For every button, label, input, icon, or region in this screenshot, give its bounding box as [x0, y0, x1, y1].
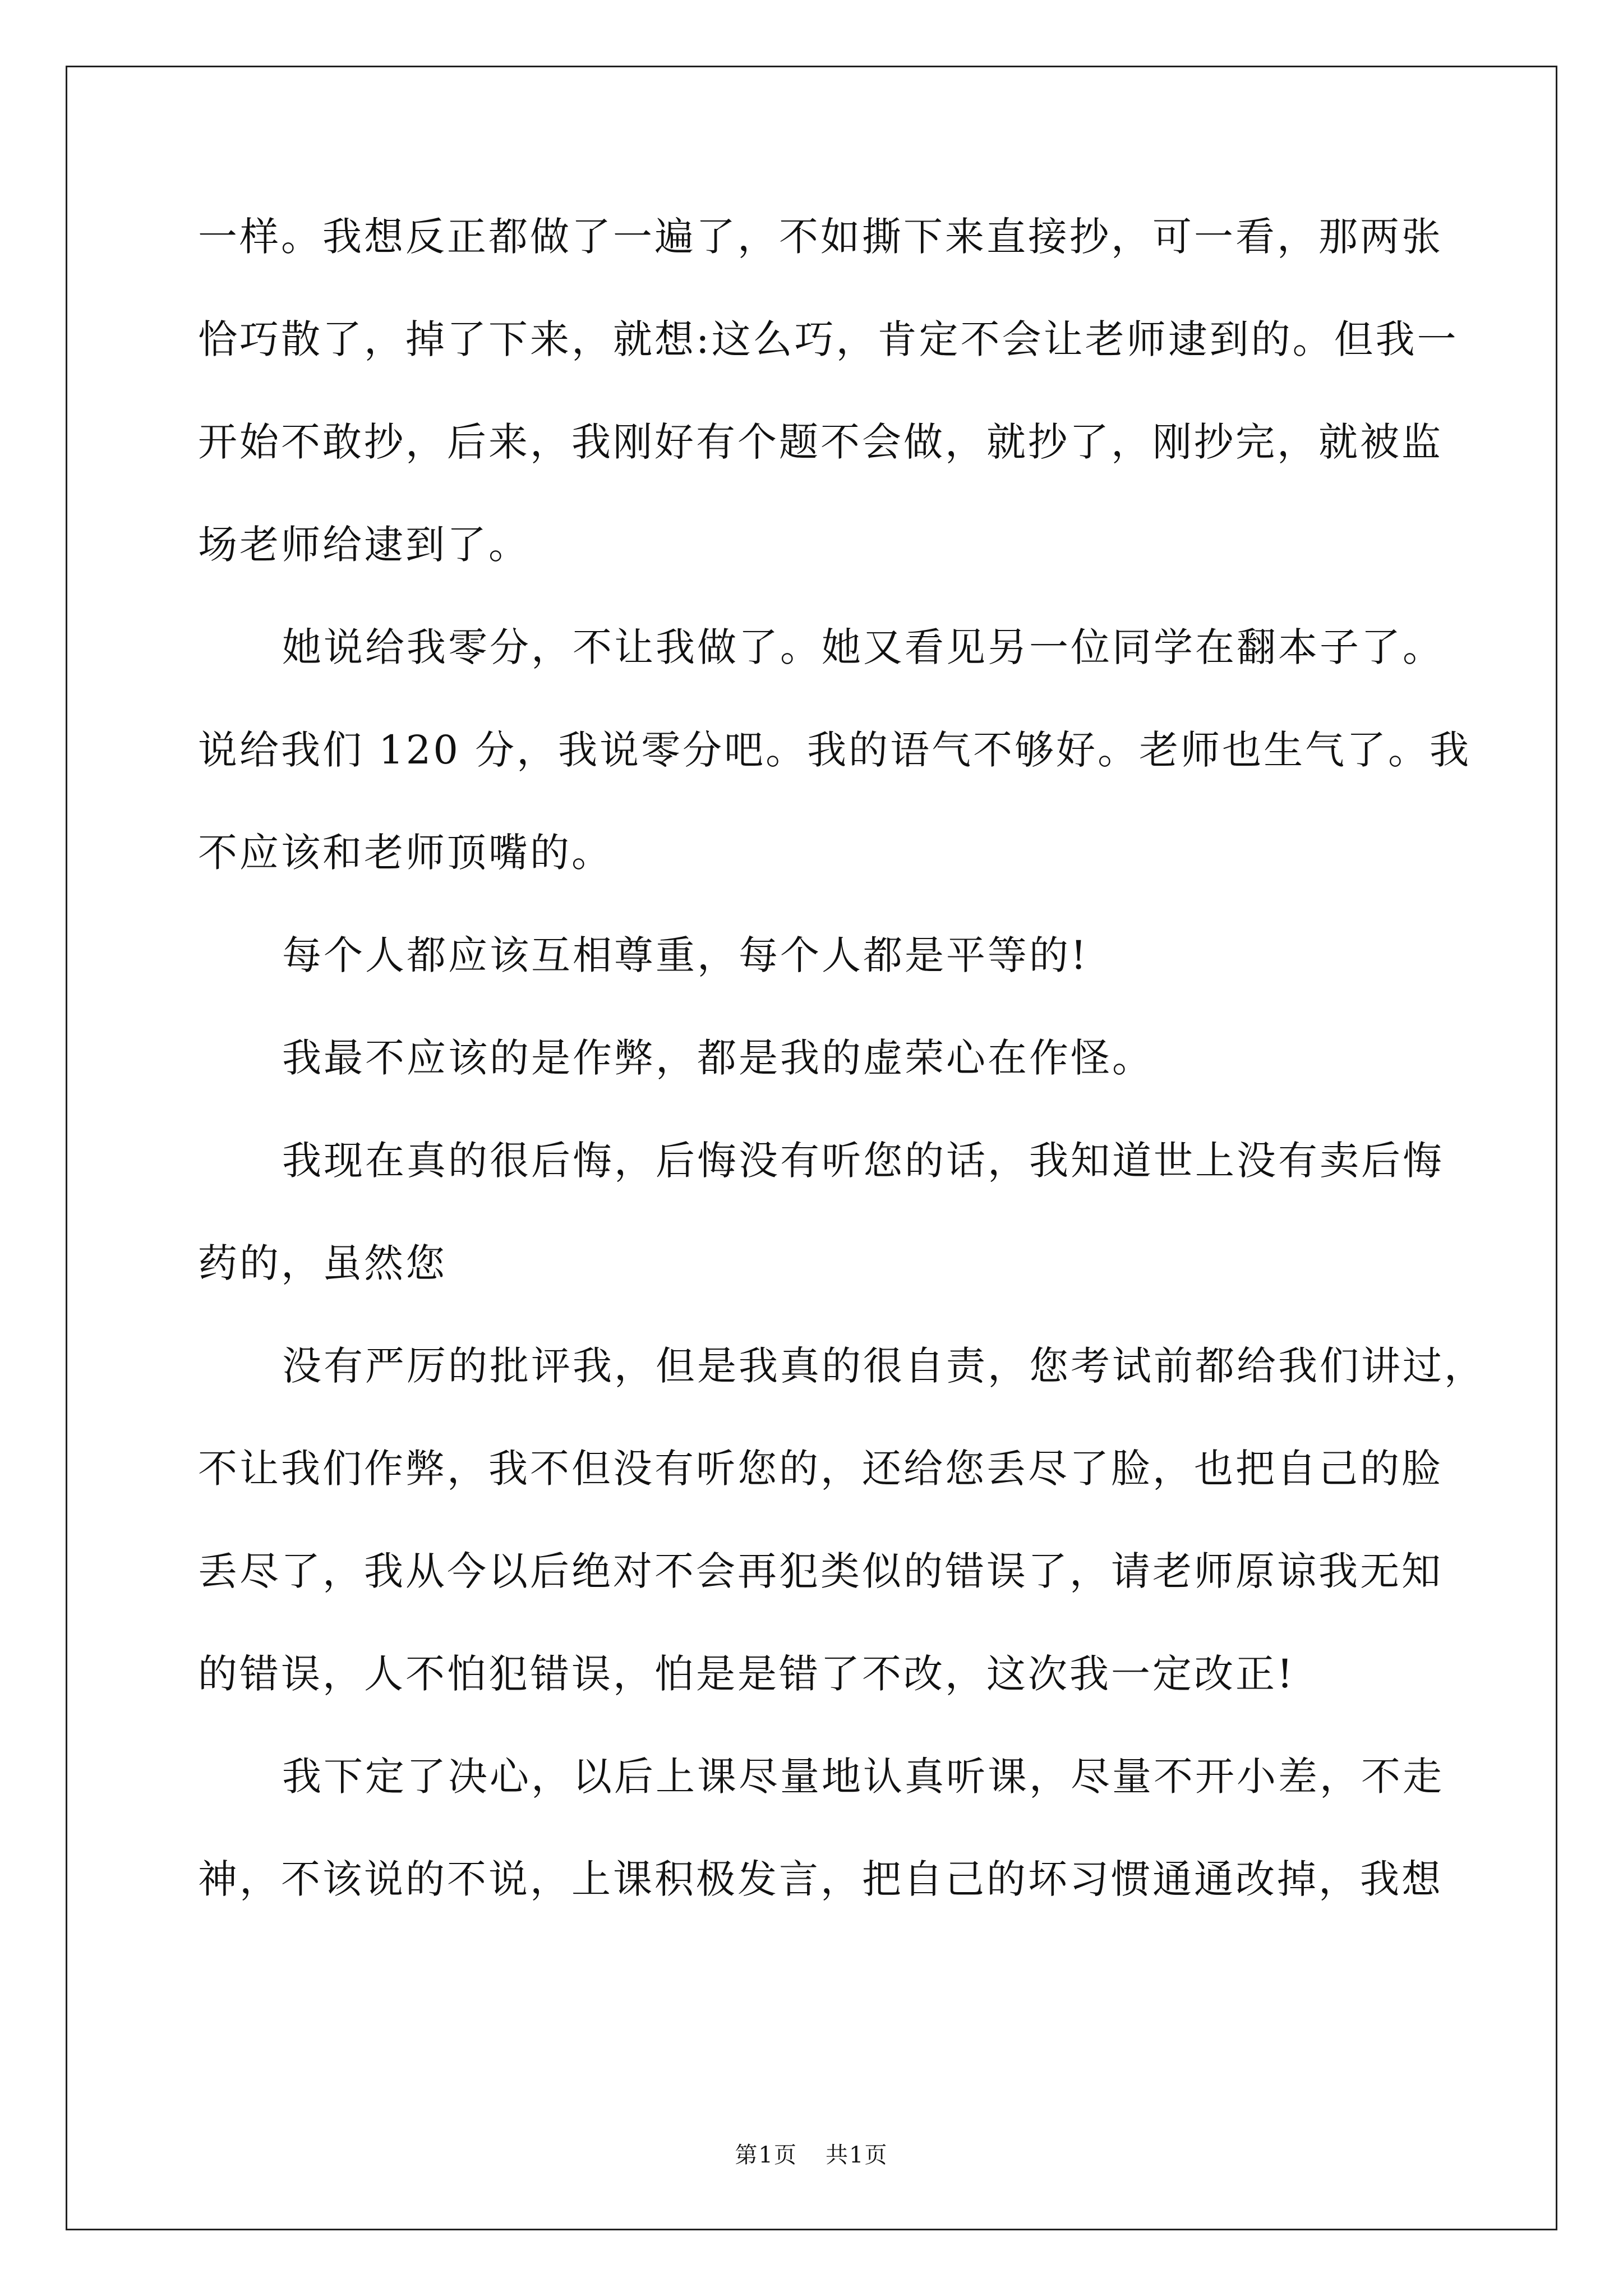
text-line: 药的，虽然您 — [198, 1240, 447, 1286]
text-line: 的错误，人不怕犯错误，怕是是错了不改，这次我一定改正! — [198, 1651, 1295, 1697]
paragraph-start-line: 没有严厉的批评我，但是我真的很自责，您考试前都给我们讲过， — [282, 1343, 1486, 1389]
text-line: 不应该和老师顶嘴的。 — [198, 830, 613, 876]
text-line: 场老师给逮到了。 — [198, 522, 530, 568]
page-number: 第1页 — [735, 2142, 797, 2168]
text-line: 丢尽了，我从今以后绝对不会再犯类似的错误了，请老师原谅我无知 — [198, 1548, 1443, 1594]
text-line: 不让我们作弊，我不但没有听您的，还给您丢尽了脸，也把自己的脸 — [198, 1446, 1443, 1492]
paragraph-start-line: 我最不应该的是作弊，都是我的虚荣心在作怪。 — [282, 1035, 1154, 1081]
text-line: 一样。我想反正都做了一遍了，不如撕下来直接抄，可一看，那两张 — [198, 214, 1443, 260]
paragraph-start-line: 每个人都应该互相尊重，每个人都是平等的! — [282, 932, 1089, 978]
total-pages: 共1页 — [826, 2142, 888, 2168]
page-footer — [0, 2138, 1623, 2172]
text-line: 开始不敢抄，后来，我刚好有个题不会做，就抄了，刚抄完，就被监 — [198, 419, 1443, 465]
text-line: 神，不该说的不说，上课积极发言，把自己的坏习惯通通改掉，我想 — [198, 1856, 1443, 1902]
paragraph-start-line: 我下定了决心，以后上课尽量地认真听课，尽量不开小差，不走 — [282, 1754, 1444, 1800]
paragraph-start-line: 她说给我零分，不让我做了。她又看见另一位同学在翻本子了。 — [282, 624, 1444, 670]
paragraph-start-line: 我现在真的很后悔，后悔没有听您的话，我知道世上没有卖后悔 — [282, 1138, 1444, 1184]
text-line: 说给我们 120 分，我说零分吧。我的语气不够好。老师也生气了。我 — [198, 727, 1472, 773]
text-line: 恰巧散了，掉了下来，就想:这么巧，肯定不会让老师逮到的。但我一 — [198, 316, 1459, 362]
